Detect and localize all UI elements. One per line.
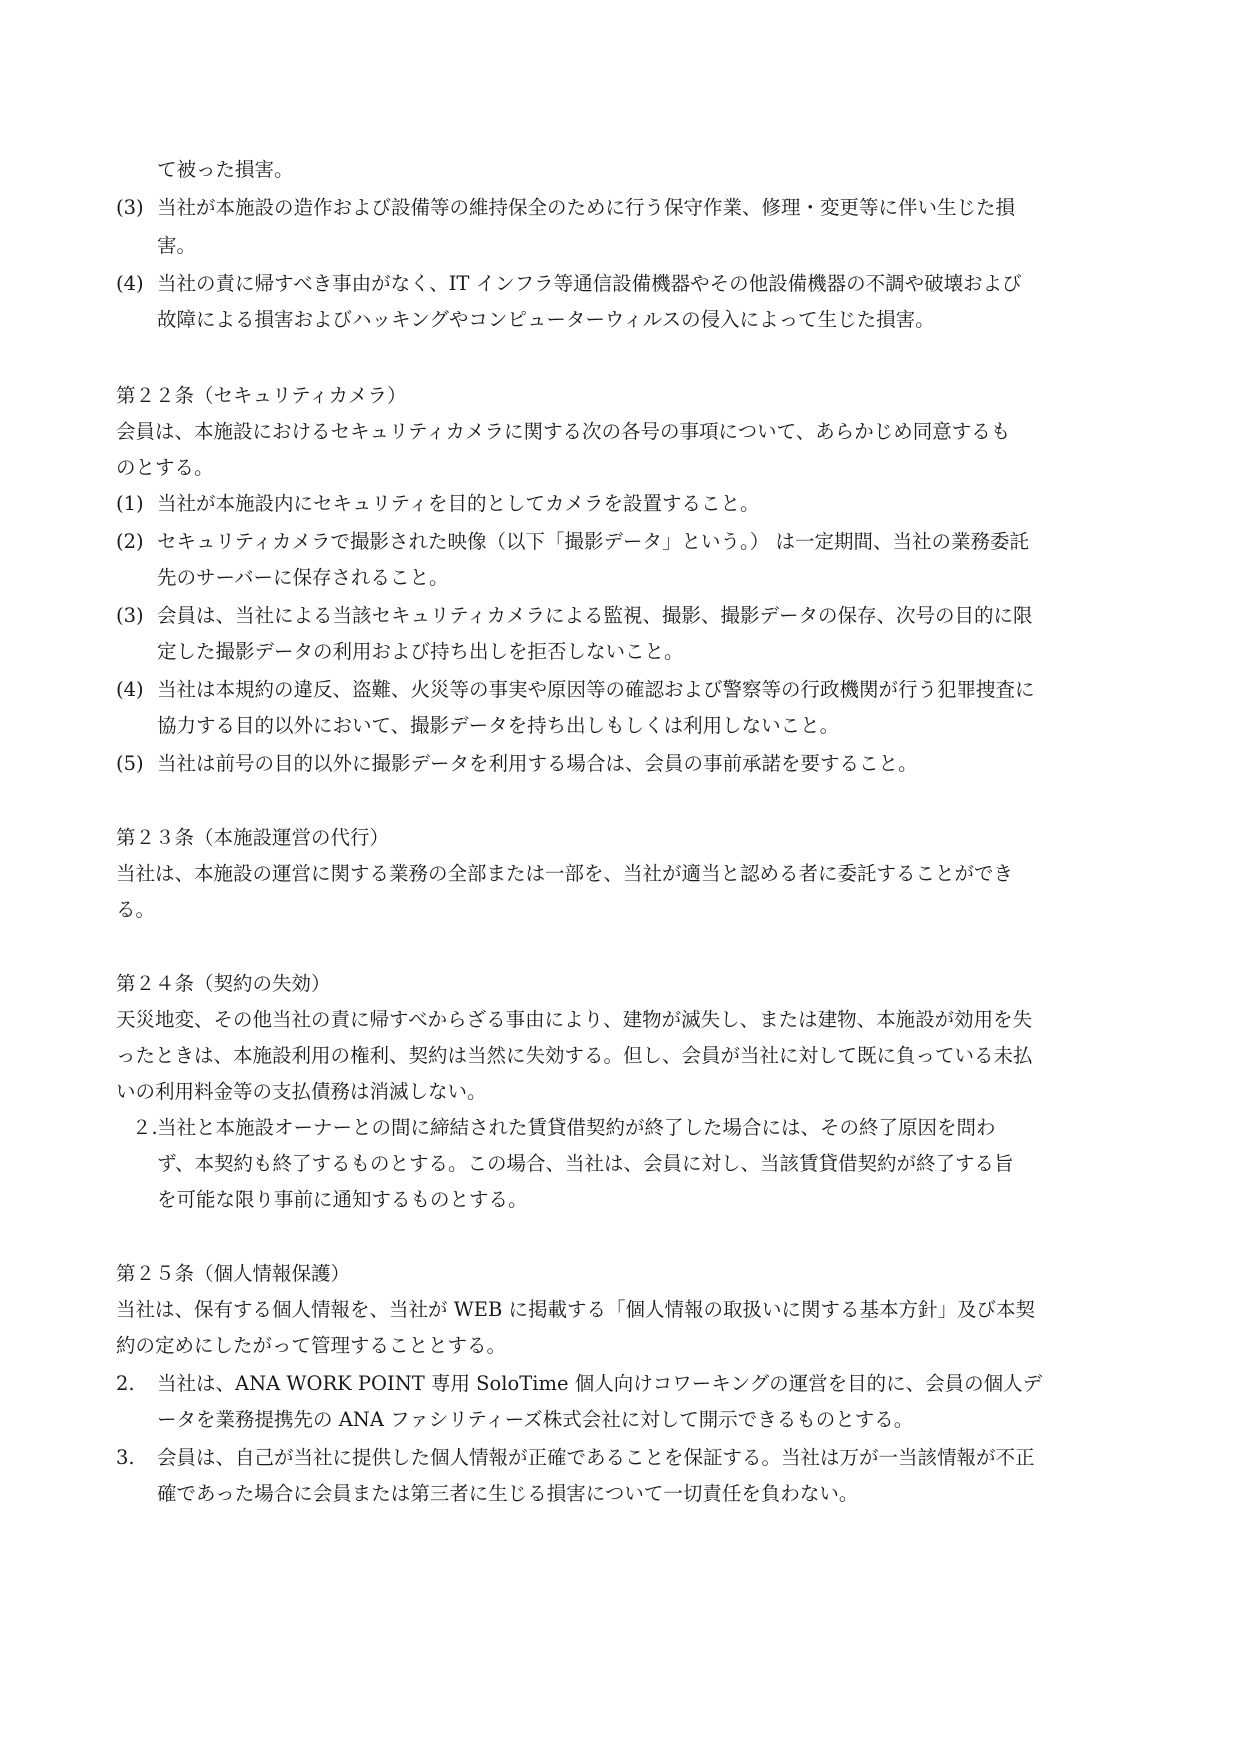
item-text: セキュリティカメラで撮影された映像（以下「撮影データ」という。） は一定期間、当社の業務委託 xyxy=(157,530,1029,553)
item-number: (2) xyxy=(116,530,144,553)
article-heading: 第２３条（本施設運営の代行） xyxy=(116,826,390,849)
item-text-continuation: 先のサーバーに保存されること。 xyxy=(157,566,449,589)
article-heading: 第２４条（契約の失効） xyxy=(116,972,331,995)
list-item xyxy=(116,1374,1126,1394)
item-number: 3. xyxy=(116,1446,135,1469)
list-item xyxy=(116,532,1126,552)
item-number: (4) xyxy=(116,272,144,295)
article-body: のとする。 xyxy=(116,456,214,479)
item-text-continuation: 定した撮影データの利用および持ち出しを拒否しないこと。 xyxy=(157,640,684,663)
article-body: 約の定めにしたがって管理することとする。 xyxy=(116,1334,507,1357)
article-body: 天災地変、その他当社の責に帰すべからざる事由により、建物が滅失し、または建物、本施設が効用を失 xyxy=(116,1008,1033,1031)
list-item xyxy=(116,680,1126,700)
item-text: 当社は本規約の違反、盗難、火災等の事実や原因等の確認および警察等の行政機関が行う犯罪捜査に xyxy=(157,678,1035,701)
article-heading: 第２２条（セキュリティカメラ） xyxy=(116,384,407,407)
item-text-continuation: 故障による損害およびハッキングやコンピューターウィルスの侵入によって生じた損害。 xyxy=(157,308,935,331)
item-text: 当社が本施設内にセキュリティを目的としてカメラを設置すること。 xyxy=(157,492,760,515)
item-text: 当社は前号の目的以外に撮影データを利用する場合は、会員の事前承諾を要すること。 xyxy=(157,752,918,775)
item-text-continuation: ず、本契約も終了するものとする。この場合、当社は、会員に対し、当該賃貸借契約が終了する旨 xyxy=(157,1152,1014,1175)
item-text-continuation: 害。 xyxy=(157,234,197,257)
list-item xyxy=(116,754,1126,774)
article-body: 会員は、本施設におけるセキュリティカメラに関する次の各号の事項について、あらかじめ同意するも xyxy=(116,420,1011,443)
article-body: ったときは、本施設利用の権利、契約は当然に失効する。但し、会員が当社に対して既に負っている未払 xyxy=(116,1044,1033,1067)
list-item xyxy=(116,494,1126,514)
item-number: (5) xyxy=(116,752,144,775)
item-number: (1) xyxy=(116,492,144,515)
article-body: 当社は、本施設の運営に関する業務の全部または一部を、当社が適当と認める者に委託することができ xyxy=(116,862,1014,885)
article-body: いの利用料金等の支払債務は消滅しない。 xyxy=(116,1080,487,1103)
item-number: ２. xyxy=(132,1116,158,1139)
list-item xyxy=(116,274,1126,294)
item-text: 当社が本施設の造作および設備等の維持保全のために行う保守作業、修理・変更等に伴い生じた損 xyxy=(157,196,1016,219)
continuation-line: て被った損害。 xyxy=(157,158,294,181)
article-heading: 第２５条（個人情報保護） xyxy=(116,1262,351,1285)
item-text: 当社と本施設オーナーとの間に締結された賃貸借契約が終了した場合には、その終了原因を問わ xyxy=(157,1116,996,1139)
item-text: 会員は、自己が当社に提供した個人情報が正確であることを保証する。当社は万が一当該情報が不正 xyxy=(157,1446,1035,1469)
item-text-continuation: ータを業務提携先の ANA ファシリティーズ株式会社に対して開示できるものとする。 xyxy=(157,1408,914,1431)
item-text-continuation: 協力する目的以外において、撮影データを持ち出しもしくは利用しないこと。 xyxy=(157,714,840,737)
item-number: (3) xyxy=(116,604,144,627)
list-item xyxy=(116,606,1126,626)
item-text-continuation: を可能な限り事前に通知するものとする。 xyxy=(157,1188,528,1211)
item-number: (4) xyxy=(116,678,144,701)
list-item xyxy=(116,1448,1126,1468)
list-item xyxy=(116,1118,1126,1138)
item-number: (3) xyxy=(116,196,144,219)
article-body: る。 xyxy=(116,898,156,921)
item-text: 当社は、ANA WORK POINT 専用 SoloTime 個人向けコワーキングの運営を目的に、会員の個人デ xyxy=(157,1372,1043,1395)
item-text: 会員は、当社による当該セキュリティカメラによる監視、撮影、撮影データの保存、次号の目的に限 xyxy=(157,604,1033,627)
item-text-continuation: 確であった場合に会員または第三者に生じる損害について一切責任を負わない。 xyxy=(157,1482,859,1505)
item-text: 当社の責に帰すべき事由がなく、IT インフラ等通信設備機器やその他設備機器の不調や破壊および xyxy=(157,272,1022,295)
list-item xyxy=(116,198,1126,218)
item-number: 2. xyxy=(116,1372,135,1395)
article-body: 当社は、保有する個人情報を、当社が WEB に掲載する「個人情報の取扱いに関する基本方針」及び本契 xyxy=(116,1298,1036,1321)
